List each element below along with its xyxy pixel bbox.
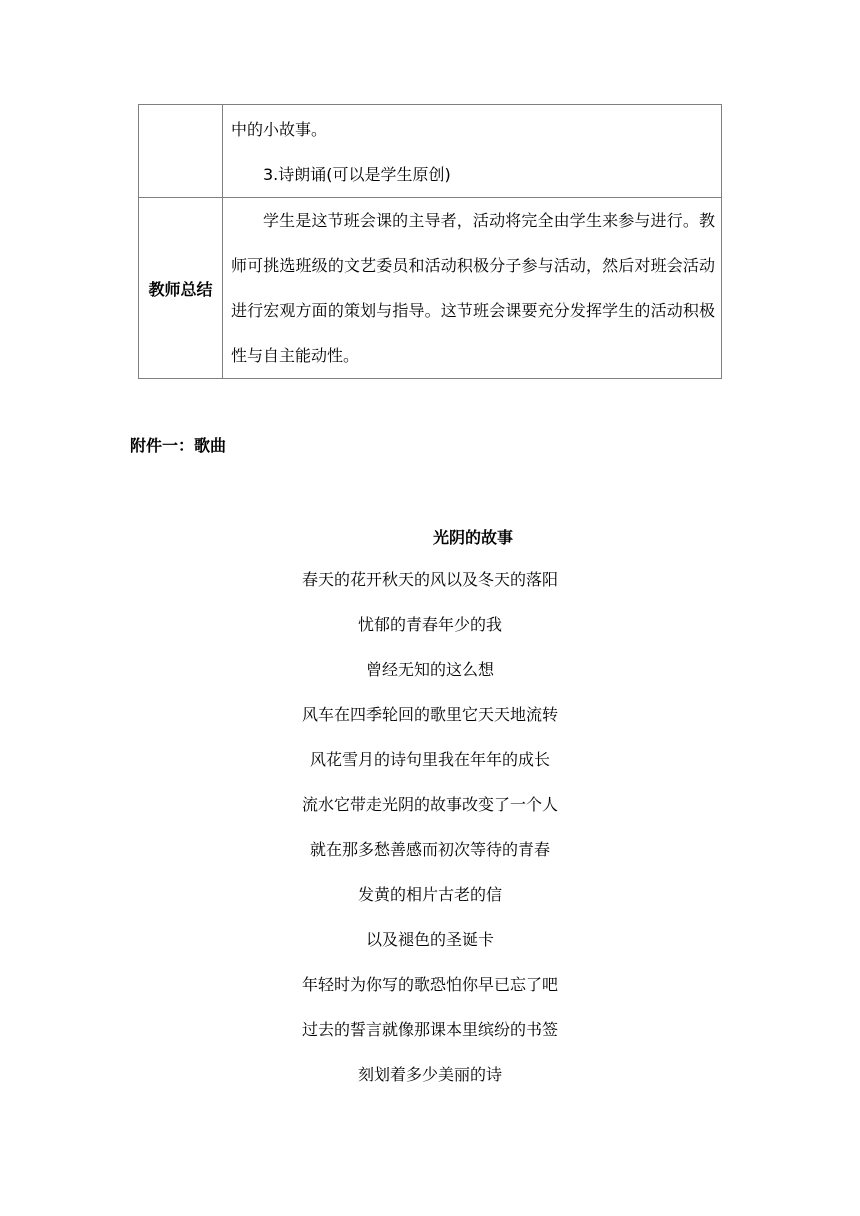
lyric-line: 过去的誓言就像那课本里缤纷的书签: [301, 1020, 558, 1039]
row-content: [223, 105, 722, 198]
table-row: [139, 198, 722, 379]
song-lyrics: [0, 567, 860, 1107]
lyric-line: 发黄的相片古老的信: [357, 885, 502, 904]
lyric-line: 曾经无知的这么想: [365, 660, 494, 679]
row-label-teacher-summary: 教师总结: [139, 198, 223, 379]
lyric-line: 风车在四季轮回的歌里它天天地流转: [301, 705, 558, 724]
lyric-line: 年轻时为你写的歌恐怕你早已忘了吧: [301, 975, 558, 994]
row-label: [139, 105, 223, 198]
lyric-line: 风花雪月的诗句里我在年年的成长: [309, 750, 550, 769]
lyric-line: 流水它带走光阴的故事改变了一个人: [301, 795, 558, 814]
activity-table: [138, 104, 722, 379]
paragraph: 中的小故事。: [231, 120, 328, 139]
lyric-line: 春天的花开秋天的风以及冬天的落阳: [301, 570, 558, 589]
attachment-title: 附件一：歌曲: [130, 436, 227, 455]
lyric-line: 以及褪色的圣诞卡: [365, 930, 494, 949]
paragraph: 3.诗朗诵(可以是学生原创): [263, 165, 451, 184]
row-content: [223, 198, 722, 379]
lyric-line: 刻划着多少美丽的诗: [357, 1065, 502, 1084]
table-row: [139, 105, 722, 198]
lyric-line: 忧郁的青春年少的我: [357, 615, 502, 634]
lyric-line: 就在那多愁善感而初次等待的青春: [309, 840, 550, 859]
paragraph: 学生是这节班会课的主导者，活动将完全由学生来参与进行。教师可挑选班级的文艺委员和活动积极分子参与活动，然后对班会活动进行宏观方面的策划与指导。这节班会课要充分发挥学生的活动积极性与自主能动性。: [231, 211, 715, 365]
song-title: 光阴的故事: [432, 528, 513, 547]
